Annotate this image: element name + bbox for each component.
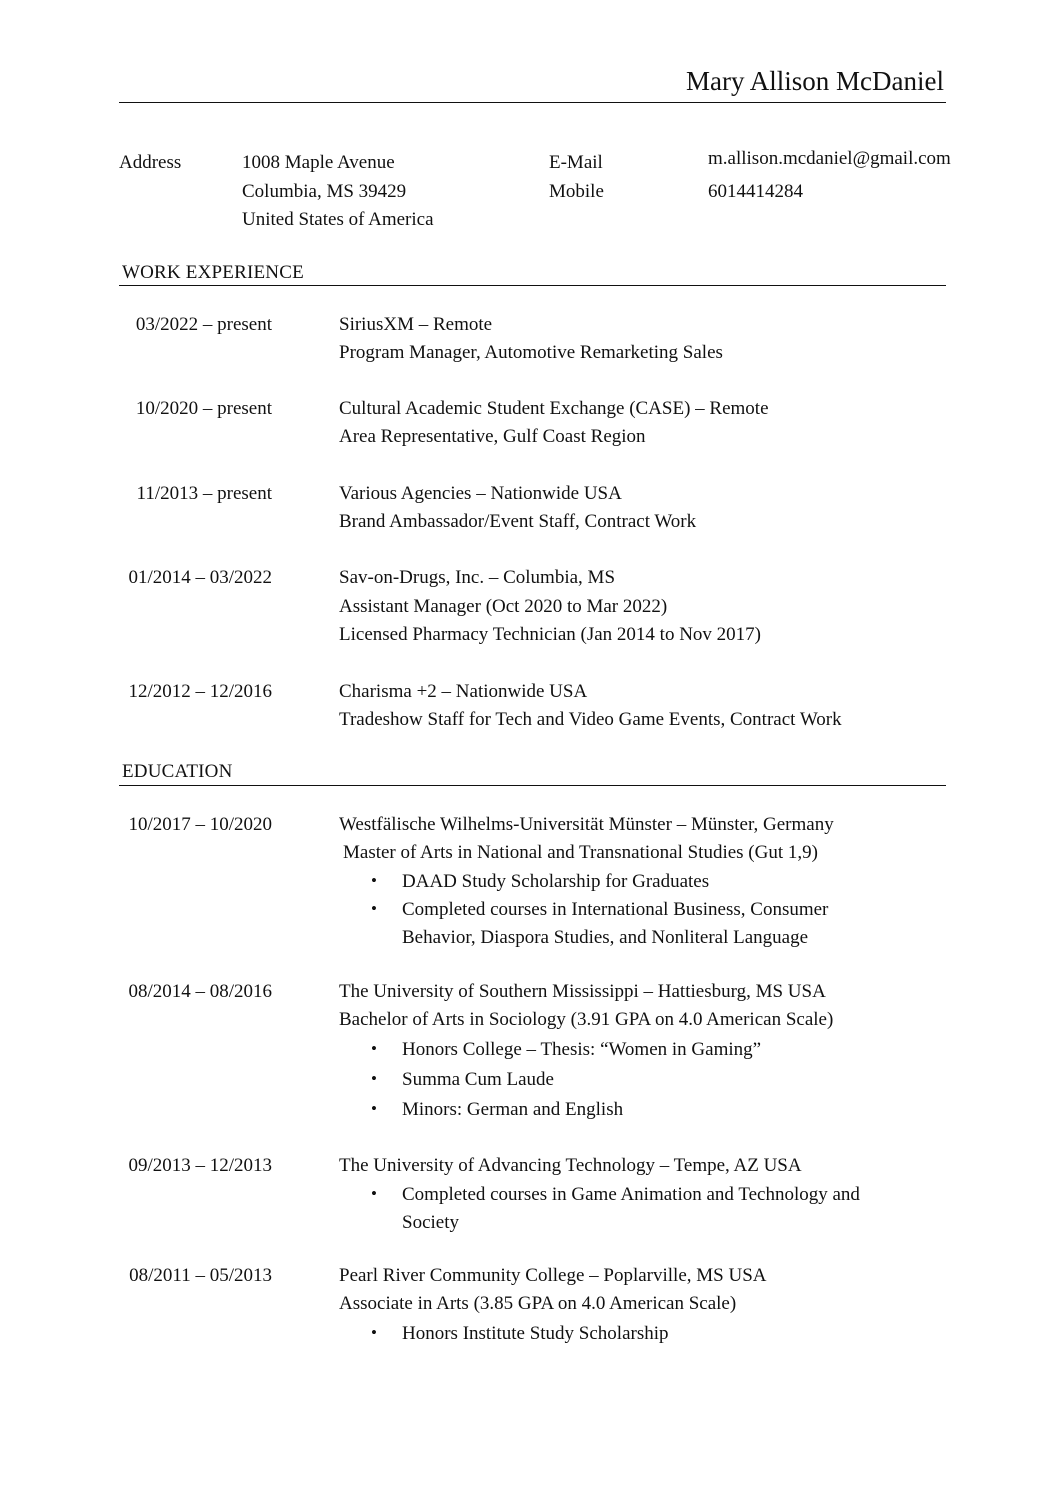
work-experience-heading: WORK EXPERIENCE	[122, 262, 304, 283]
work-entry-line: Sav-on-Drugs, Inc. – Columbia, MS	[339, 567, 616, 588]
work-entry-line: Tradeshow Staff for Tech and Video Game Events, Contract Work	[339, 709, 842, 730]
education-bullet: • Honors Institute Study Scholarship	[402, 1324, 669, 1343]
work-entry-line: Charisma +2 – Nationwide USA	[339, 681, 588, 702]
education-entry-dates: 08/2014 – 08/2016	[128, 981, 272, 1002]
resume-name: Mary Allison McDaniel	[686, 66, 944, 96]
mobile-label: Mobile	[549, 181, 604, 202]
work-entry-line: Licensed Pharmacy Technician (Jan 2014 to Nov 2017)	[339, 624, 762, 645]
work-entry-line: Various Agencies – Nationwide USA	[339, 483, 622, 504]
email-label: E-Mail	[549, 152, 603, 173]
work-entry-dates: 11/2013 – present	[136, 483, 272, 504]
address-line-2: Columbia, MS 39429	[242, 181, 407, 202]
education-bullet: • Summa Cum Laude	[402, 1070, 554, 1089]
education-bullet: • Minors: German and English	[402, 1100, 623, 1119]
education-divider	[119, 785, 946, 786]
work-entry-line: Cultural Academic Student Exchange (CASE) – Remote	[339, 398, 769, 419]
education-entry-line: The University of Advancing Technology – Tempe, AZ USA	[339, 1155, 802, 1176]
work-entry-dates: 01/2014 – 03/2022	[128, 567, 272, 588]
education-bullet-continuation: Behavior, Diaspora Studies, and Nonliteral Language	[402, 927, 809, 948]
address-line-1: 1008 Maple Avenue	[242, 152, 395, 173]
education-bullet: • Completed courses in International Business, Consumer	[402, 900, 828, 919]
address-line-3: United States of America	[242, 209, 434, 230]
address-label: Address	[119, 152, 182, 173]
education-entry-dates: 08/2011 – 05/2013	[129, 1265, 272, 1286]
work-experience-divider	[119, 285, 946, 286]
education-entry-dates: 10/2017 – 10/2020	[128, 814, 272, 835]
header-divider	[119, 102, 946, 103]
mobile-value[interactable]: 6014414284	[708, 181, 803, 202]
work-entry-line: Area Representative, Gulf Coast Region	[339, 426, 646, 447]
education-entry-line: The University of Southern Mississippi – Hattiesburg, MS USA	[339, 981, 826, 1002]
education-entry-line: Pearl River Community College – Poplarville, MS USA	[339, 1265, 767, 1286]
education-bullet: • Honors College – Thesis: “Women in Gaming”	[402, 1040, 761, 1059]
work-entry-line: Program Manager, Automotive Remarketing Sales	[339, 342, 723, 363]
education-heading: EDUCATION	[122, 761, 233, 782]
education-entry-line: Bachelor of Arts in Sociology (3.91 GPA on 4.0 American Scale)	[339, 1009, 834, 1030]
work-entry-line: Brand Ambassador/Event Staff, Contract Work	[339, 511, 697, 532]
education-entry-line: Westfälische Wilhelms-Universität Münster – Münster, Germany	[339, 814, 834, 835]
work-entry-line: SiriusXM – Remote	[339, 314, 493, 335]
work-entry-line: Assistant Manager (Oct 2020 to Mar 2022)	[339, 596, 668, 617]
work-entry-dates: 03/2022 – present	[135, 314, 272, 335]
work-entry-dates: 10/2020 – present	[135, 398, 272, 419]
education-bullet: • Completed courses in Game Animation and Technology and	[402, 1185, 860, 1204]
education-bullet: • DAAD Study Scholarship for Graduates	[402, 872, 709, 891]
education-entry-line: Master of Arts in National and Transnational Studies (Gut 1,9)	[343, 842, 818, 863]
email-value[interactable]: m.allison.mcdaniel@gmail.com	[708, 148, 951, 169]
education-bullet-continuation: Society	[402, 1212, 459, 1233]
work-entry-dates: 12/2012 – 12/2016	[128, 681, 272, 702]
education-entry-line: Associate in Arts (3.85 GPA on 4.0 American Scale)	[339, 1293, 737, 1314]
education-entry-dates: 09/2013 – 12/2013	[128, 1155, 272, 1176]
